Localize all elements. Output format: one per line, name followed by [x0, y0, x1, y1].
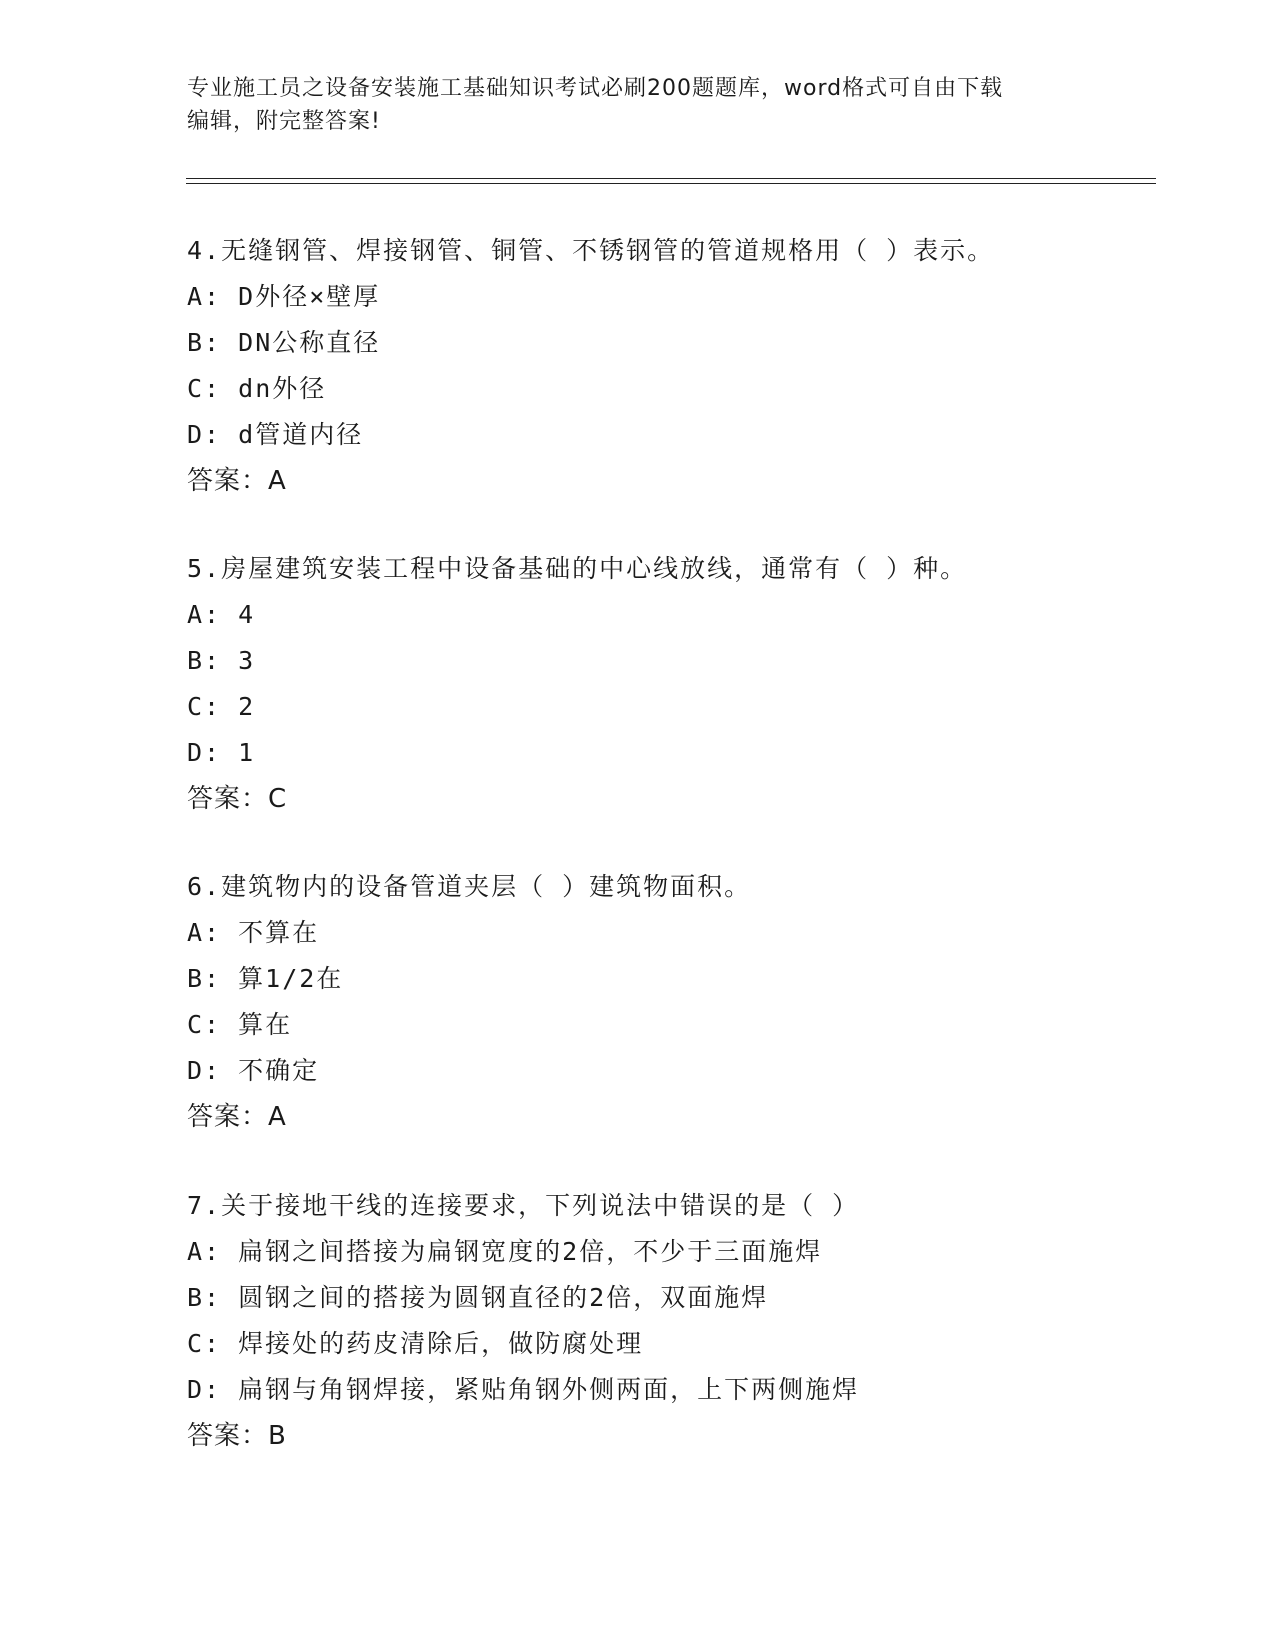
option-c: C: 焊接处的药皮清除后，做防腐处理: [187, 1329, 644, 1358]
option-b: B: DN公称直径: [187, 328, 381, 357]
answer-label: 答案：C: [187, 784, 288, 814]
question-stem: 5.房屋建筑安装工程中设备基础的中心线放线，通常有（ ）种。: [187, 554, 968, 583]
option-d: D: d管道内径: [187, 420, 364, 449]
option-a: A: 4: [187, 600, 256, 629]
option-b: B: 算1/2在: [187, 964, 344, 993]
option-d: D: 扁钢与角钢焊接，紧贴角钢外侧两面，上下两侧施焊: [187, 1375, 860, 1404]
answer-label: 答案：A: [187, 466, 287, 496]
question-stem: 7.关于接地干线的连接要求，下列说法中错误的是（ ）: [187, 1191, 860, 1220]
question-stem: 6.建筑物内的设备管道夹层（ ）建筑物面积。: [187, 872, 752, 901]
answer-label: 答案：A: [187, 1102, 287, 1132]
header-title-line-2: 编辑，附完整答案!: [187, 109, 381, 134]
option-a: A: 扁钢之间搭接为扁钢宽度的2倍，不少于三面施焊: [187, 1237, 823, 1266]
header-title-line-1: 专业施工员之设备安装施工基础知识考试必刷200题题库，word格式可自由下载: [187, 76, 1004, 101]
question-5: [187, 546, 1187, 822]
document-header: [187, 72, 1087, 138]
option-c: C: 2: [187, 692, 256, 721]
option-b: B: 3: [187, 646, 256, 675]
header-divider: [186, 178, 1156, 184]
option-a: A: D外径×壁厚: [187, 282, 381, 311]
question-4: [187, 228, 1187, 504]
option-d: D: 不确定: [187, 1056, 320, 1085]
question-7: [187, 1183, 1187, 1459]
question-stem: 4.无缝钢管、焊接钢管、铜管、不锈钢管的管道规格用（ ）表示。: [187, 236, 995, 265]
answer-label: 答案：B: [187, 1421, 287, 1451]
option-c: C: dn外径: [187, 374, 327, 403]
option-b: B: 圆钢之间的搭接为圆钢直径的2倍，双面施焊: [187, 1283, 769, 1312]
option-d: D: 1: [187, 738, 256, 767]
question-6: [187, 864, 1187, 1140]
option-a: A: 不算在: [187, 918, 320, 947]
option-c: C: 算在: [187, 1010, 293, 1039]
